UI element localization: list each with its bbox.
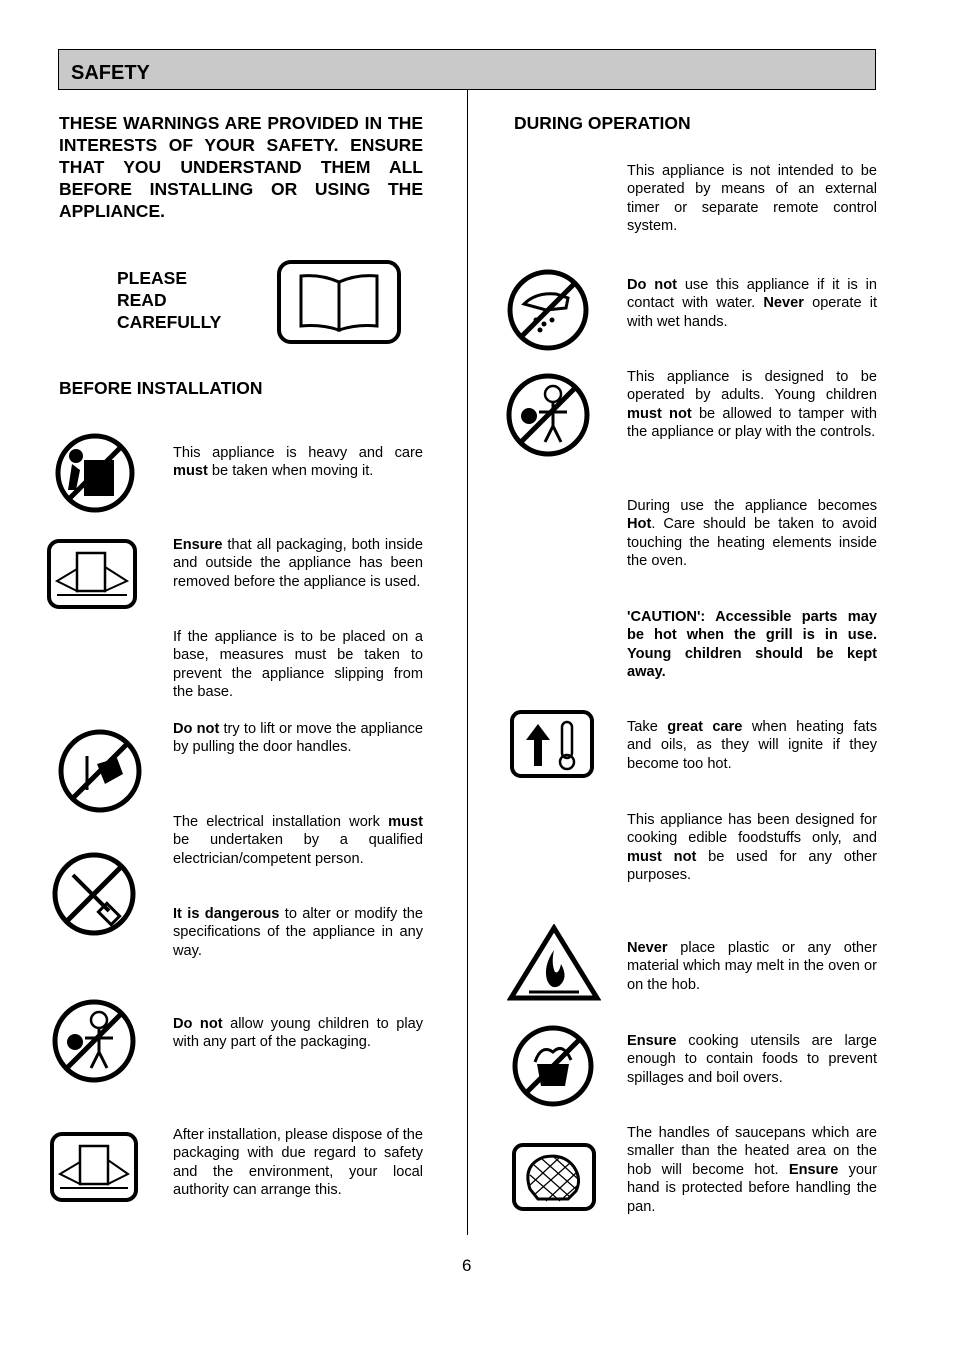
during-para-10: The handles of saucepans which are smaller than the heated area on the hob will become hot. Ensure your hand is protected before handling the pan.: [627, 1125, 877, 1215]
before-para-5: The electrical installation work must be undertaken by a qualified electrician/competent person.: [173, 814, 423, 867]
before-para-1: This appliance is heavy and care must be taken when moving it.: [173, 445, 423, 480]
during-para-6: Take great care when heating fats and oils, as they will ignite if they become too hot.: [627, 719, 877, 772]
page-title: SAFETY: [71, 62, 150, 84]
intro-warning: THESE WARNINGS ARE PROVIDED IN THE INTERESTS OF YOUR SAFETY. ENSURE THAT YOU UNDERSTAND THEM ALL BEFORE INSTALLING OR USING THE APPLIANCE.: [59, 113, 423, 221]
during-para-1: This appliance is not intended to be operated by means of an external timer or separate remote control system.: [627, 163, 877, 235]
before-para-4: Do not try to lift or move the appliance by pulling the door handles.: [173, 721, 423, 756]
no-wet-hands-icon: [506, 268, 590, 352]
during-operation-heading: DURING OPERATION: [514, 113, 691, 133]
before-para-8: After installation, please dispose of the packaging with due regard to safety and the environment, your local authority can arrange this.: [173, 1127, 423, 1199]
heavy-lifting-icon: [54, 432, 136, 514]
please-read-line: READ: [117, 290, 167, 310]
open-book-icon: [277, 260, 401, 344]
during-para-2: Do not use this appliance if it is in contact with water. Never operate it with wet hands.: [627, 277, 878, 330]
before-installation-heading: BEFORE INSTALLATION: [59, 378, 263, 398]
before-para-7: Do not allow young children to play with any part of the packaging.: [173, 1016, 423, 1051]
before-para-2: Ensure that all packaging, both inside and outside the appliance has been removed before the appliance is used.: [173, 537, 423, 590]
during-para-4: During use the appliance becomes Hot. Care should be taken to avoid touching the heating elements inside the oven.: [627, 498, 877, 570]
no-pull-door-handle-icon: [57, 728, 143, 814]
section-header-bar: [58, 49, 876, 90]
no-boil-over-icon: [511, 1024, 595, 1108]
column-divider: [467, 90, 468, 1235]
during-para-3: This appliance is designed to be operated by adults. Young children must not be allowed to tamper with the appliance or play with the controls.: [627, 369, 877, 441]
before-para-6: It is dangerous to alter or modify the specifications of the appliance in any way.: [173, 906, 423, 959]
please-read-line: PLEASE: [117, 268, 188, 288]
during-para-8: Never place plastic or any other material which may melt in the oven or on the hob.: [627, 940, 877, 993]
no-children-icon: [505, 372, 591, 458]
before-para-3: If the appliance is to be placed on a base, measures must be taken to prevent the appliance slipping from the base.: [173, 629, 423, 701]
during-para-7: This appliance has been designed for cooking edible foodstuffs only, and must not be used for any other purposes.: [627, 812, 877, 884]
no-screwdriver-icon: [51, 851, 137, 937]
packaging-removal-icon: [47, 539, 137, 609]
oven-glove-icon: [512, 1143, 596, 1211]
during-para-9: Ensure cooking utensils are large enough to contain foods to prevent spillages and boil overs.: [627, 1033, 877, 1086]
please-read-label: [117, 267, 221, 333]
packaging-disposal-icon: [50, 1132, 138, 1202]
fire-warning-icon: [507, 924, 601, 1002]
page-number: 6: [462, 1256, 472, 1275]
high-temperature-icon: [510, 710, 594, 778]
during-para-5: 'CAUTION': Accessible parts may be hot when the grill is in use. Young children should be kept away.: [627, 609, 877, 681]
please-read-line: CAREFULLY: [117, 312, 222, 332]
no-children-icon: [51, 998, 137, 1084]
